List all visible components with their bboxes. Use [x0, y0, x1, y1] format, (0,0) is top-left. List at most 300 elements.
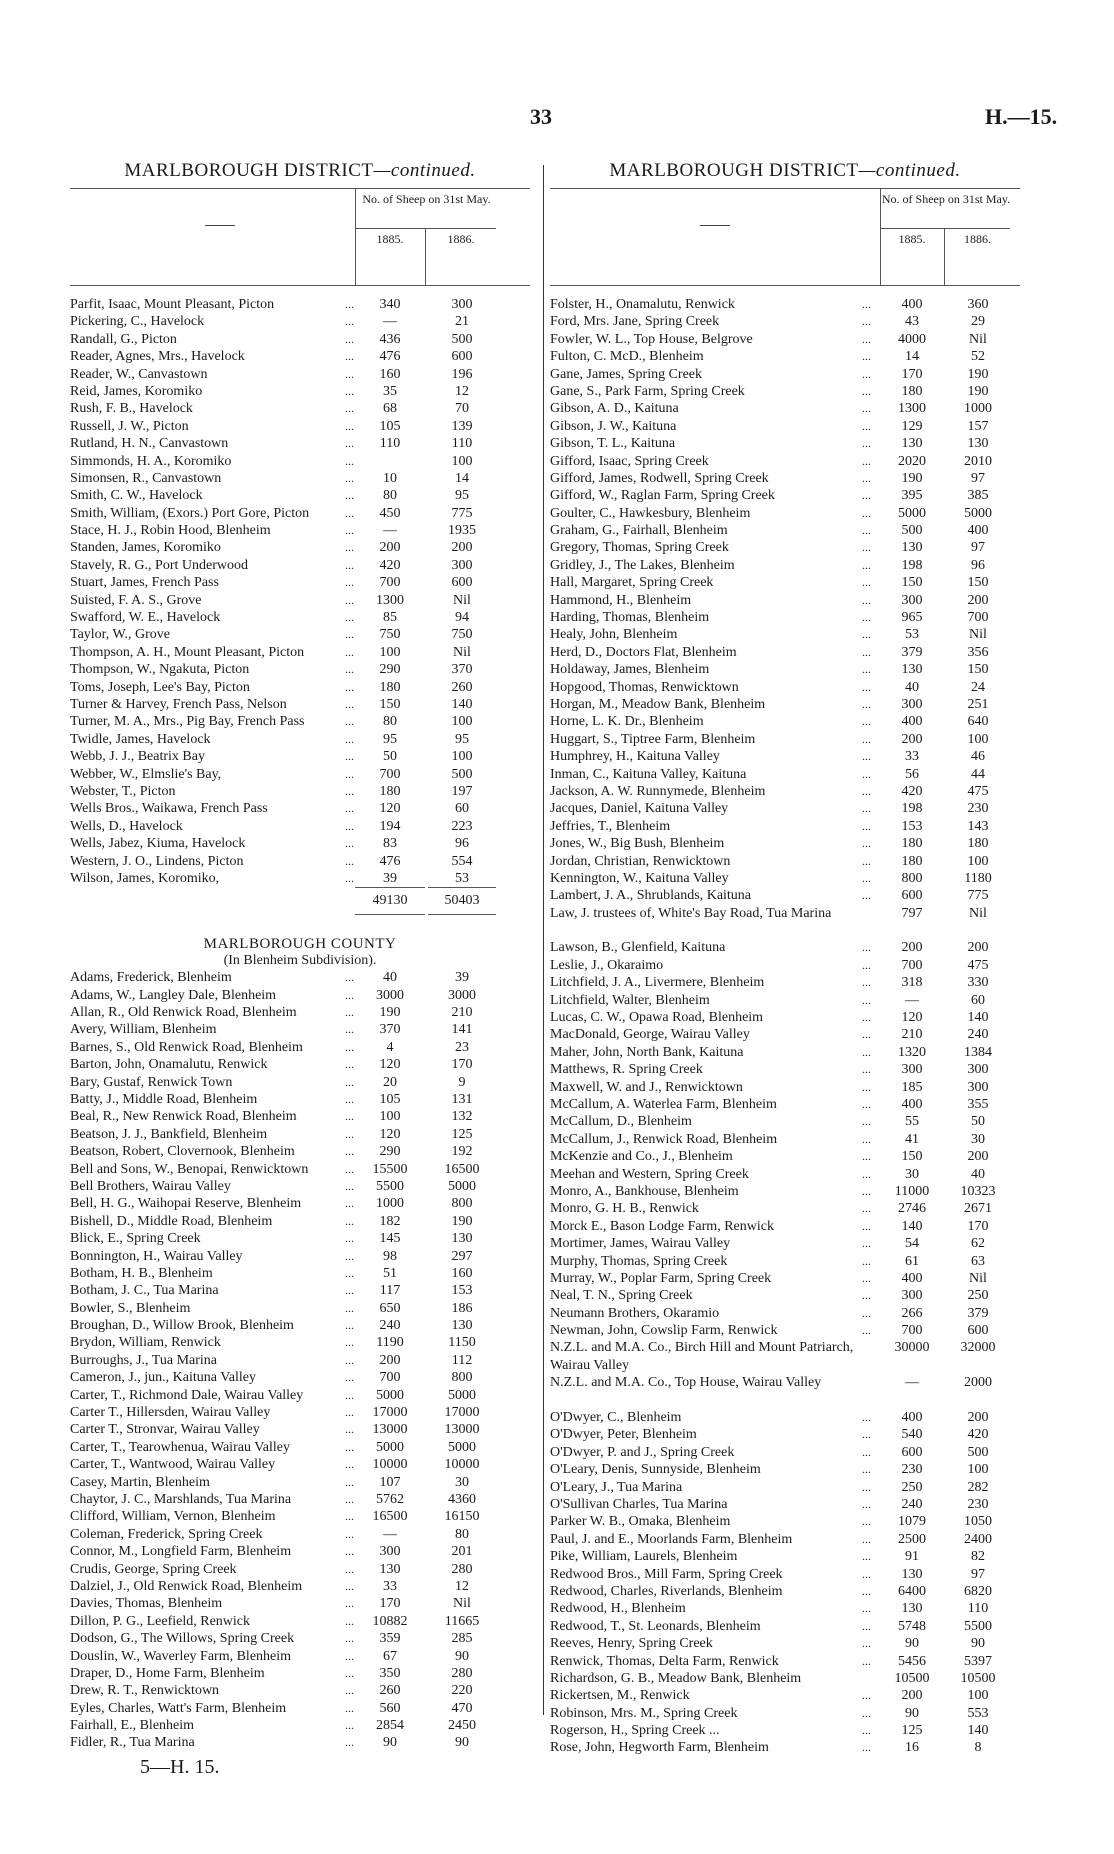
- owner-name: Horgan, M., Meadow Bank, Blenheim: [550, 696, 766, 712]
- sheep-1886: 12: [455, 383, 469, 399]
- leader-dots: ...: [862, 1723, 871, 1738]
- sheep-1885: 129: [901, 418, 923, 434]
- leader-dots: ...: [345, 1474, 354, 1489]
- owner-name: Carter T., Hillersden, Wairau Valley: [70, 1405, 271, 1421]
- table-row: [550, 626, 1020, 643]
- county-subtitle: (In Blenheim Subdivision).: [223, 953, 377, 969]
- sheep-1885: 300: [901, 1288, 923, 1304]
- header-col-1885: 1885.: [880, 228, 944, 285]
- leader-dots: ...: [862, 1305, 871, 1320]
- table-row: [550, 505, 1020, 522]
- sheep-1886: 554: [451, 853, 473, 869]
- sheep-1885: 150: [901, 575, 923, 591]
- table-row: [70, 383, 530, 400]
- sheep-1885: 500: [901, 523, 923, 539]
- sheep-1886: 250: [967, 1288, 989, 1304]
- leader-dots: ...: [862, 1514, 871, 1529]
- sheep-1885: 200: [379, 540, 401, 556]
- owner-name: Taylor, W., Grove: [70, 627, 170, 643]
- table-row: [70, 366, 530, 383]
- sheep-1886: 750: [451, 627, 473, 643]
- table-row: [70, 853, 530, 870]
- leader-dots: ...: [862, 366, 871, 381]
- leader-dots: ...: [862, 1288, 871, 1303]
- sheep-1886: 32000: [960, 1340, 996, 1356]
- table-row: [70, 1595, 530, 1612]
- owner-name: Dillon, P. G., Leefield, Renwick: [70, 1613, 251, 1629]
- owner-name: Simonsen, R., Canvastown: [70, 470, 222, 486]
- county-title: MARLBOROUGH COUNTY: [203, 936, 397, 953]
- sheep-1886: 150: [967, 662, 989, 678]
- table-row: [550, 1635, 1020, 1652]
- leader-dots: ...: [345, 1335, 354, 1350]
- owner-name: McCallum, J., Renwick Road, Blenheim: [550, 1131, 778, 1147]
- leader-dots: ...: [862, 1740, 871, 1755]
- sheep-1886: 280: [451, 1665, 473, 1681]
- sheep-1886: 39: [455, 970, 469, 986]
- table-row: [70, 1700, 530, 1717]
- sheep-1885: 95: [383, 731, 397, 747]
- sheep-1885: 56: [905, 766, 919, 782]
- sheep-1885: 700: [379, 766, 401, 782]
- leader-dots: ...: [345, 1631, 354, 1646]
- sheep-1886: 400: [967, 523, 989, 539]
- leader-dots: ...: [345, 1039, 354, 1054]
- table-row: [550, 1461, 1020, 1478]
- leader-dots: ...: [345, 1300, 354, 1315]
- sheep-1886: 379: [967, 1305, 989, 1321]
- owner-name: Drew, R. T., Renwicktown: [70, 1683, 220, 1699]
- sheep-1886: 131: [451, 1092, 473, 1108]
- sheep-1885: 266: [901, 1305, 923, 1321]
- total-1886: 50403: [428, 887, 496, 915]
- owner-name: Carter, T., Wantwood, Wairau Valley: [70, 1457, 276, 1473]
- sheep-1885: 61: [905, 1253, 919, 1269]
- sheep-1885: 400: [901, 1096, 923, 1112]
- leader-dots: ...: [345, 1457, 354, 1472]
- leader-dots: ...: [862, 505, 871, 520]
- owner-name: Goulter, C., Hawkesbury, Blenheim: [550, 505, 751, 521]
- table-row: [70, 400, 530, 417]
- sheep-1886: 110: [967, 1601, 989, 1617]
- table-row: [70, 835, 530, 852]
- sheep-1885: 200: [901, 1688, 923, 1704]
- table-row: [550, 400, 1020, 417]
- sheep-1885: 160: [379, 366, 401, 382]
- table-row: [550, 383, 1020, 400]
- table-row: [550, 1374, 1020, 1409]
- sheep-1886: 157: [967, 418, 989, 434]
- sheep-1886: 90: [455, 1648, 469, 1664]
- sheep-1886: 16150: [444, 1509, 480, 1525]
- table-row: [70, 1630, 530, 1647]
- leader-dots: ...: [345, 1092, 354, 1107]
- sheep-1885: 17000: [372, 1405, 408, 1421]
- owner-name: Harding, Thomas, Blenheim: [550, 610, 710, 626]
- leader-dots: ...: [345, 783, 354, 798]
- owner-name: Gregory, Thomas, Spring Creek: [550, 540, 729, 556]
- leader-dots: ...: [862, 853, 871, 868]
- owner-name: Horne, L. K. Dr., Blenheim: [550, 714, 704, 730]
- sheep-1886: 420: [967, 1427, 989, 1443]
- owner-name: Connor, M., Longfield Farm, Blenheim: [70, 1544, 292, 1560]
- leader-dots: ...: [345, 1509, 354, 1524]
- owner-name: Blick, E., Spring Creek: [70, 1231, 201, 1247]
- table-row: [550, 818, 1020, 835]
- sheep-1886: 220: [451, 1683, 473, 1699]
- leader-dots: ...: [345, 1265, 354, 1280]
- sheep-1885: 700: [901, 1323, 923, 1339]
- owner-name: Fidler, R., Tua Marina: [70, 1735, 195, 1751]
- leader-dots: ...: [345, 297, 354, 311]
- table-row: [70, 1717, 530, 1734]
- owner-name: Lawson, B., Glenfield, Kaituna: [550, 940, 726, 956]
- sheep-1885: 400: [901, 1270, 923, 1286]
- table-row: [550, 1270, 1020, 1287]
- leader-dots: ...: [345, 1648, 354, 1663]
- leader-dots: ...: [345, 679, 354, 694]
- sheep-1885: 318: [901, 975, 923, 991]
- sheep-1886: Nil: [969, 905, 987, 921]
- table-row: [70, 1091, 530, 1108]
- sheep-1886: 5000: [448, 1178, 476, 1194]
- owner-name: O'Dwyer, Peter, Blenheim: [550, 1427, 697, 1443]
- sheep-1885: 30: [905, 1166, 919, 1182]
- table-row: [550, 1287, 1020, 1304]
- sheep-1885: 700: [379, 1370, 401, 1386]
- sheep-1886: 150: [967, 575, 989, 591]
- owner-name: Redwood, H., Blenheim: [550, 1601, 686, 1617]
- header-group: No. of Sheep on 31st May.: [355, 189, 497, 285]
- sheep-1886: 285: [451, 1631, 473, 1647]
- owner-name: N.Z.L. and M.A. Co., Birch Hill and Mount Patriarch, Wairau Valley: [550, 1340, 854, 1373]
- sheep-1886: 140: [451, 696, 473, 712]
- sheep-1886: 97: [971, 540, 985, 556]
- leader-dots: ...: [345, 1005, 354, 1020]
- sheep-1885: 210: [901, 1027, 923, 1043]
- sheep-1886: Nil: [969, 627, 987, 643]
- owner-name: Meehan and Western, Spring Creek: [550, 1166, 749, 1182]
- owner-name: O'Dwyer, P. and J., Spring Creek: [550, 1444, 735, 1460]
- total-1885: 49130: [355, 887, 425, 915]
- column-divider: [543, 165, 544, 1715]
- sheep-1885: —: [383, 314, 397, 330]
- table-row: [70, 418, 530, 435]
- table-row: [550, 470, 1020, 487]
- sheep-1886: 95: [455, 488, 469, 504]
- sheep-1886: 139: [451, 418, 473, 434]
- leader-dots: ...: [345, 1213, 354, 1228]
- sheep-1885: 35: [383, 383, 397, 399]
- right-column-title: MARLBOROUGH DISTRICT—continued.: [609, 160, 961, 181]
- owner-name: Carter, T., Tearowhenua, Wairau Valley: [70, 1439, 290, 1455]
- sheep-1886: 223: [451, 818, 473, 834]
- header-col-1886: 1886.: [944, 228, 1010, 285]
- sheep-1886: 360: [967, 297, 989, 312]
- table-row: [70, 1074, 530, 1091]
- table-row: [550, 435, 1020, 452]
- table-row: [70, 522, 530, 539]
- sheep-1885: 650: [379, 1300, 401, 1316]
- sheep-1886: 130: [451, 1318, 473, 1334]
- sheep-1886: 2000: [964, 1375, 992, 1391]
- sheep-1885: 100: [379, 644, 401, 660]
- sheep-1885: 130: [901, 436, 923, 452]
- owner-name: Webber, W., Elmslie's Bay,: [70, 766, 222, 782]
- sheep-1885: —: [383, 1526, 397, 1542]
- table-row: [70, 1161, 530, 1178]
- sheep-1885: 170: [901, 366, 923, 382]
- sheep-1885: 1320: [898, 1044, 926, 1060]
- table-row: [70, 609, 530, 626]
- leader-dots: ...: [345, 1248, 354, 1263]
- table-row: [550, 1235, 1020, 1252]
- leader-dots: ...: [862, 975, 871, 990]
- sheep-1885: 5000: [376, 1439, 404, 1455]
- table-row: [550, 939, 1020, 956]
- sheep-1886: 11665: [444, 1613, 480, 1629]
- sheep-1886: 210: [451, 1005, 473, 1021]
- owner-name: Swafford, W. E., Havelock: [70, 610, 221, 626]
- owner-name: Hammond, H., Blenheim: [550, 592, 692, 608]
- sheep-1886: 97: [971, 1566, 985, 1582]
- sheep-1885: 68: [383, 401, 397, 417]
- leader-dots: ...: [345, 1526, 354, 1541]
- sheep-1885: 13000: [372, 1422, 408, 1438]
- sheep-1885: 400: [901, 714, 923, 730]
- sheep-1886: 280: [451, 1561, 473, 1577]
- table-row: [70, 1039, 530, 1056]
- sheep-1886: 500: [451, 331, 473, 347]
- leader-dots: ...: [862, 679, 871, 694]
- left-totals: [70, 887, 530, 913]
- sheep-1885: 1190: [376, 1335, 404, 1351]
- table-row: [70, 1195, 530, 1212]
- owner-name: Broughan, D., Willow Brook, Blenheim: [70, 1318, 294, 1334]
- sheep-1885: 300: [901, 1062, 923, 1078]
- owner-name: Fulton, C. McD., Blenheim: [550, 349, 704, 365]
- leader-dots: ...: [862, 662, 871, 677]
- leader-dots: ...: [345, 627, 354, 642]
- leader-dots: ...: [862, 992, 871, 1007]
- owner-name: Reader, W., Canvastown: [70, 366, 208, 382]
- owner-name: Newman, John, Cowslip Farm, Renwick: [550, 1323, 778, 1339]
- table-row: [70, 1561, 530, 1578]
- leader-dots: ...: [862, 1183, 871, 1198]
- sheep-1885: 200: [901, 731, 923, 747]
- owner-name: Monro, A., Bankhouse, Blenheim: [550, 1183, 739, 1199]
- leader-dots: ...: [862, 470, 871, 485]
- owner-name: Redwood, T., St. Leonards, Blenheim: [550, 1618, 761, 1634]
- table-row: [550, 1687, 1020, 1704]
- sheep-1885: 140: [901, 1218, 923, 1234]
- table-row: [70, 987, 530, 1004]
- table-row: [550, 366, 1020, 383]
- table-row: [550, 1339, 1020, 1374]
- sheep-1885: 436: [379, 331, 401, 347]
- sheep-1885: 130: [901, 540, 923, 556]
- table-row: [70, 1108, 530, 1125]
- sheep-1886: 640: [967, 714, 989, 730]
- leader-dots: ...: [862, 1114, 871, 1129]
- sheep-1886: 40: [971, 1166, 985, 1182]
- sheep-1885: 67: [383, 1648, 397, 1664]
- sheep-1886: 12: [455, 1578, 469, 1594]
- sheep-1885: 1300: [898, 401, 926, 417]
- leader-dots: ...: [345, 1700, 354, 1715]
- owner-name: Humphrey, H., Kaituna Valley: [550, 749, 720, 765]
- leader-dots: ...: [862, 644, 871, 659]
- sheep-1885: 180: [901, 836, 923, 852]
- sheep-1885: 33: [905, 749, 919, 765]
- sheep-1885: 190: [379, 1005, 401, 1021]
- sheep-1886: 153: [451, 1283, 473, 1299]
- table-row: [550, 853, 1020, 870]
- table-row: [550, 418, 1020, 435]
- leader-dots: ...: [862, 714, 871, 729]
- table-row: [550, 1305, 1020, 1322]
- owner-name: Gane, James, Spring Creek: [550, 366, 703, 382]
- owner-name: Gibson, A. D., Kaituna: [550, 401, 679, 417]
- owner-name: Brydon, William, Renwick: [70, 1335, 221, 1351]
- sheep-1885: 182: [379, 1213, 401, 1229]
- leader-dots: ...: [345, 1231, 354, 1246]
- sheep-1886: 70: [455, 401, 469, 417]
- table-row: [550, 296, 1020, 313]
- leader-dots: ...: [345, 1352, 354, 1367]
- right-column: [550, 160, 1020, 1757]
- owner-name: Smith, C. W., Havelock: [70, 488, 203, 504]
- owner-name: Fowler, W. L., Top House, Belgrove: [550, 331, 753, 347]
- sheep-1885: 83: [383, 836, 397, 852]
- sheep-1885: 90: [905, 1636, 919, 1652]
- table-row: [70, 1404, 530, 1421]
- table-row: [550, 887, 1020, 904]
- sheep-1886: 141: [451, 1022, 473, 1038]
- sheep-1885: 797: [901, 905, 923, 921]
- owner-name: Western, J. O., Lindens, Picton: [70, 853, 244, 869]
- sheep-1886: 10323: [960, 1183, 996, 1199]
- sheep-1885: 125: [901, 1723, 923, 1739]
- sheep-1886: 190: [967, 383, 989, 399]
- table-row: [550, 679, 1020, 696]
- sheep-1886: 5000: [448, 1387, 476, 1403]
- owner-name: Jeffries, T., Blenheim: [550, 818, 671, 834]
- leader-dots: ...: [345, 1318, 354, 1333]
- table-row: [550, 1096, 1020, 1113]
- leader-dots: ...: [345, 557, 354, 572]
- sheep-1886: 475: [967, 957, 989, 973]
- leader-dots: ...: [862, 783, 871, 798]
- sheep-1885: 379: [901, 644, 923, 660]
- table-row: [550, 1009, 1020, 1026]
- leader-dots: ...: [862, 314, 871, 329]
- sheep-1885: 290: [379, 662, 401, 678]
- owner-name: Adams, Frederick, Blenheim: [70, 970, 232, 986]
- table-row: [70, 1613, 530, 1630]
- leader-dots: ...: [862, 766, 871, 781]
- sheep-1886: 186: [451, 1300, 473, 1316]
- sheep-1886: Nil: [969, 1270, 987, 1286]
- sheep-1886: 52: [971, 349, 985, 365]
- leader-dots: ...: [345, 1665, 354, 1680]
- leader-dots: ...: [345, 1057, 354, 1072]
- sheep-1886: 5000: [448, 1439, 476, 1455]
- sheep-1886: 44: [971, 766, 985, 782]
- owner-name: Stace, H. J., Robin Hood, Blenheim: [70, 523, 271, 539]
- table-row: [550, 1200, 1020, 1217]
- owner-name: Huggart, S., Tiptree Farm, Blenheim: [550, 731, 756, 747]
- table-row: [70, 1248, 530, 1265]
- owner-name: Toms, Joseph, Lee's Bay, Picton: [70, 679, 250, 695]
- owner-name: Suisted, F. A. S., Grove: [70, 592, 202, 608]
- sheep-1886: 14: [455, 470, 469, 486]
- sheep-1885: 180: [901, 853, 923, 869]
- sheep-1885: 300: [901, 592, 923, 608]
- sheep-1886: 1384: [964, 1044, 992, 1060]
- leader-dots: ...: [862, 801, 871, 816]
- owner-name: Gifford, Isaac, Spring Creek: [550, 453, 709, 469]
- sheep-1886: 46: [971, 749, 985, 765]
- sheep-1885: 43: [905, 314, 919, 330]
- sheep-1886: 5397: [964, 1653, 992, 1669]
- header-dash: [700, 225, 730, 226]
- table-row: [70, 1456, 530, 1473]
- sheep-1886: 356: [967, 644, 989, 660]
- sheep-1886: 110: [451, 436, 473, 452]
- owner-name: Renwick, Thomas, Delta Farm, Renwick: [550, 1653, 779, 1669]
- leader-dots: ...: [862, 1479, 871, 1494]
- owner-name: Bell and Sons, W., Benopai, Renwicktown: [70, 1161, 309, 1177]
- sheep-1885: —: [905, 992, 919, 1008]
- leader-dots: ...: [345, 1022, 354, 1037]
- table-row: [550, 1166, 1020, 1183]
- sheep-1886: Nil: [453, 644, 471, 660]
- leader-dots: ...: [862, 1323, 871, 1338]
- owner-name: Neumann Brothers, Okaramio: [550, 1305, 720, 1321]
- leader-dots: ...: [862, 1044, 871, 1059]
- leader-dots: ...: [862, 557, 871, 572]
- leader-dots: ...: [345, 853, 354, 868]
- leader-dots: ...: [862, 488, 871, 503]
- leader-dots: ...: [345, 1196, 354, 1211]
- owner-name: McCallum, A. Waterlea Farm, Blenheim: [550, 1096, 777, 1112]
- leader-dots: ...: [345, 836, 354, 851]
- sheep-1885: 3000: [376, 987, 404, 1003]
- table-row: [550, 783, 1020, 800]
- leader-dots: ...: [862, 1688, 871, 1703]
- owner-name: Carter, T., Richmond Dale, Wairau Valley: [70, 1387, 304, 1403]
- sheep-1886: 300: [967, 1079, 989, 1095]
- sheep-1885: 800: [901, 870, 923, 886]
- sheep-1885: 420: [379, 557, 401, 573]
- sheep-1886: 29: [971, 314, 985, 330]
- leader-dots: ...: [862, 1149, 871, 1164]
- leader-dots: ...: [345, 610, 354, 625]
- table-row: [70, 1126, 530, 1143]
- leader-dots: ...: [862, 1166, 871, 1181]
- leader-dots: ...: [862, 957, 871, 972]
- leader-dots: ...: [862, 1010, 871, 1025]
- sheep-1885: 200: [901, 940, 923, 956]
- sheep-1886: 100: [451, 714, 473, 730]
- sheep-1885: 30000: [894, 1340, 930, 1356]
- owner-name: Batty, J., Middle Road, Blenheim: [70, 1092, 258, 1108]
- owner-name: Robinson, Mrs. M., Spring Creek: [550, 1705, 738, 1721]
- leader-dots: ...: [862, 627, 871, 642]
- owner-name: O'Dwyer, C., Blenheim: [550, 1410, 682, 1426]
- sheep-1885: 98: [383, 1248, 397, 1264]
